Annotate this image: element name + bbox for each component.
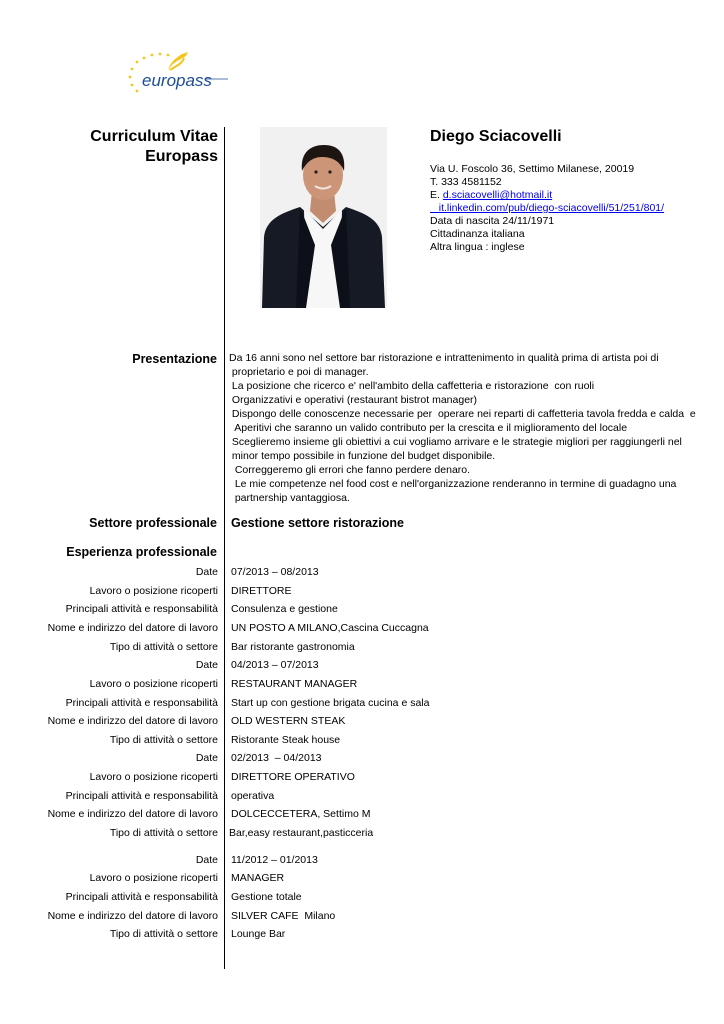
- language: Altra lingua : inglese: [430, 241, 525, 253]
- job-employer: DOLCECCETERA, Settimo M: [231, 808, 371, 820]
- email-link[interactable]: d.sciacovelli@hotmail.it: [442, 189, 553, 201]
- job-date-label: Date: [195, 752, 218, 764]
- job-activities: Consulenza e gestione: [231, 603, 338, 615]
- presentation-line: minor tempo possibile in funzione del budget disponibile.: [229, 450, 496, 462]
- presentation-line: proprietario e poi di manager.: [229, 366, 369, 378]
- europass-logo: [124, 48, 230, 98]
- job-employer-label: Nome e indirizzo del datore di lavoro: [47, 910, 218, 922]
- job-sector: Ristorante Steak house: [231, 734, 341, 746]
- linkedin-row: [430, 202, 664, 215]
- job-activities-label: Principali attività e responsabilità: [65, 891, 218, 903]
- presentation-line: partnership vantaggiosa.: [229, 492, 350, 504]
- address: Via U. Foscolo 36, Settimo Milanese, 20019: [430, 163, 635, 175]
- presentation-text: [229, 351, 696, 505]
- linkedin-link[interactable]: it.linkedin.com/pub/diego-sciacovelli/51/251/801/: [430, 202, 665, 214]
- job-employer: OLD WESTERN STEAK: [231, 715, 346, 727]
- experience-label: Esperienza professionale: [66, 545, 217, 559]
- job-activities: Gestione totale: [231, 891, 302, 903]
- europass-logo-text: europass: [142, 71, 212, 90]
- job-activities-label: Principali attività e responsabilità: [65, 790, 218, 802]
- cv-title-line1: Curriculum Vitae: [90, 128, 218, 145]
- job-sector: Bar ristorante gastronomia: [231, 641, 355, 653]
- profile-photo: [260, 127, 387, 308]
- job-role: MANAGER: [231, 872, 285, 884]
- job-date: 11/2012 – 01/2013: [231, 854, 318, 866]
- cv-title-line2: Europass: [145, 148, 218, 165]
- email-prefix: E.: [430, 189, 443, 201]
- job-sector-label: Tipo di attività o settore: [109, 641, 218, 653]
- sector-value: Gestione settore ristorazione: [231, 516, 404, 530]
- job-activities: operativa: [231, 790, 275, 802]
- job-role-label: Lavoro o posizione ricoperti: [89, 585, 218, 597]
- sector-label: Settore professionale: [89, 516, 217, 530]
- job-role: DIRETTORE: [231, 585, 292, 597]
- contact-info: [430, 163, 664, 254]
- email-row: [430, 189, 664, 202]
- job-date: 07/2013 – 08/2013: [231, 566, 319, 578]
- job-employer: SILVER CAFE Milano: [231, 910, 336, 922]
- presentation-line: Le mie competenze nel food cost e nell'organizzazione renderanno in termine di guadagno una: [229, 478, 677, 490]
- citizenship: Cittadinanza italiana: [430, 228, 525, 240]
- phone: T. 333 4581152: [430, 176, 502, 188]
- cv-title: [90, 127, 218, 167]
- job-role-label: Lavoro o posizione ricoperti: [89, 771, 218, 783]
- person-name: Diego Sciacovelli: [430, 128, 562, 145]
- job-employer-label: Nome e indirizzo del datore di lavoro: [47, 808, 218, 820]
- job-sector-label: Tipo di attività o settore: [109, 827, 218, 839]
- job-sector-label: Tipo di attività o settore: [109, 928, 218, 940]
- presentation-line: Sceglieremo insieme gli obiettivi a cui vogliamo arrivare e le strategie migliori per raggiungerli nel: [229, 436, 682, 448]
- column-divider: [224, 127, 225, 969]
- job-date: 04/2013 – 07/2013: [231, 659, 319, 671]
- presentation-line: Correggeremo gli errori che fanno perdere denaro.: [229, 464, 471, 476]
- job-sector-label: Tipo di attività o settore: [109, 734, 218, 746]
- presentation-line: Organizzativi e operativi (restaurant bistrot manager): [229, 394, 478, 406]
- job-activities-label: Principali attività e responsabilità: [65, 697, 218, 709]
- job-date: 02/2013 – 04/2013: [231, 752, 322, 764]
- presentation-line: La posizione che ricerco e' nell'ambito della caffetteria e ristorazione con ruoli: [229, 380, 595, 392]
- job-date-label: Date: [195, 659, 218, 671]
- job-date-label: Date: [195, 566, 218, 578]
- job-role-label: Lavoro o posizione ricoperti: [89, 678, 218, 690]
- job-employer-label: Nome e indirizzo del datore di lavoro: [47, 715, 218, 727]
- job-role: DIRETTORE OPERATIVO: [231, 771, 355, 783]
- job-sector: Lounge Bar: [231, 928, 286, 940]
- presentation-label: Presentazione: [132, 352, 217, 366]
- presentation-line: Da 16 anni sono nel settore bar ristorazione e intrattenimento in qualità prima di artista poi di: [229, 352, 659, 364]
- job-employer-label: Nome e indirizzo del datore di lavoro: [47, 622, 218, 634]
- job-date-label: Date: [195, 854, 218, 866]
- job-activities: Start up con gestione brigata cucina e sala: [231, 697, 430, 709]
- job-employer: UN POSTO A MILANO,Cascina Cuccagna: [231, 622, 429, 634]
- presentation-line: Dispongo delle conoscenze necessarie per operare nei reparti di caffetteria tavola fredda e calda e: [229, 408, 696, 420]
- birth-date: Data di nascita 24/11/1971: [430, 215, 555, 227]
- job-activities-label: Principali attività e responsabilità: [65, 603, 218, 615]
- job-role-label: Lavoro o posizione ricoperti: [89, 872, 218, 884]
- job-role: RESTAURANT MANAGER: [231, 678, 358, 690]
- job-sector: Bar,easy restaurant,pasticceria: [229, 827, 374, 839]
- presentation-line: Aperitivi che saranno un valido contributo per la crescita e il miglioramento del locale: [229, 422, 628, 434]
